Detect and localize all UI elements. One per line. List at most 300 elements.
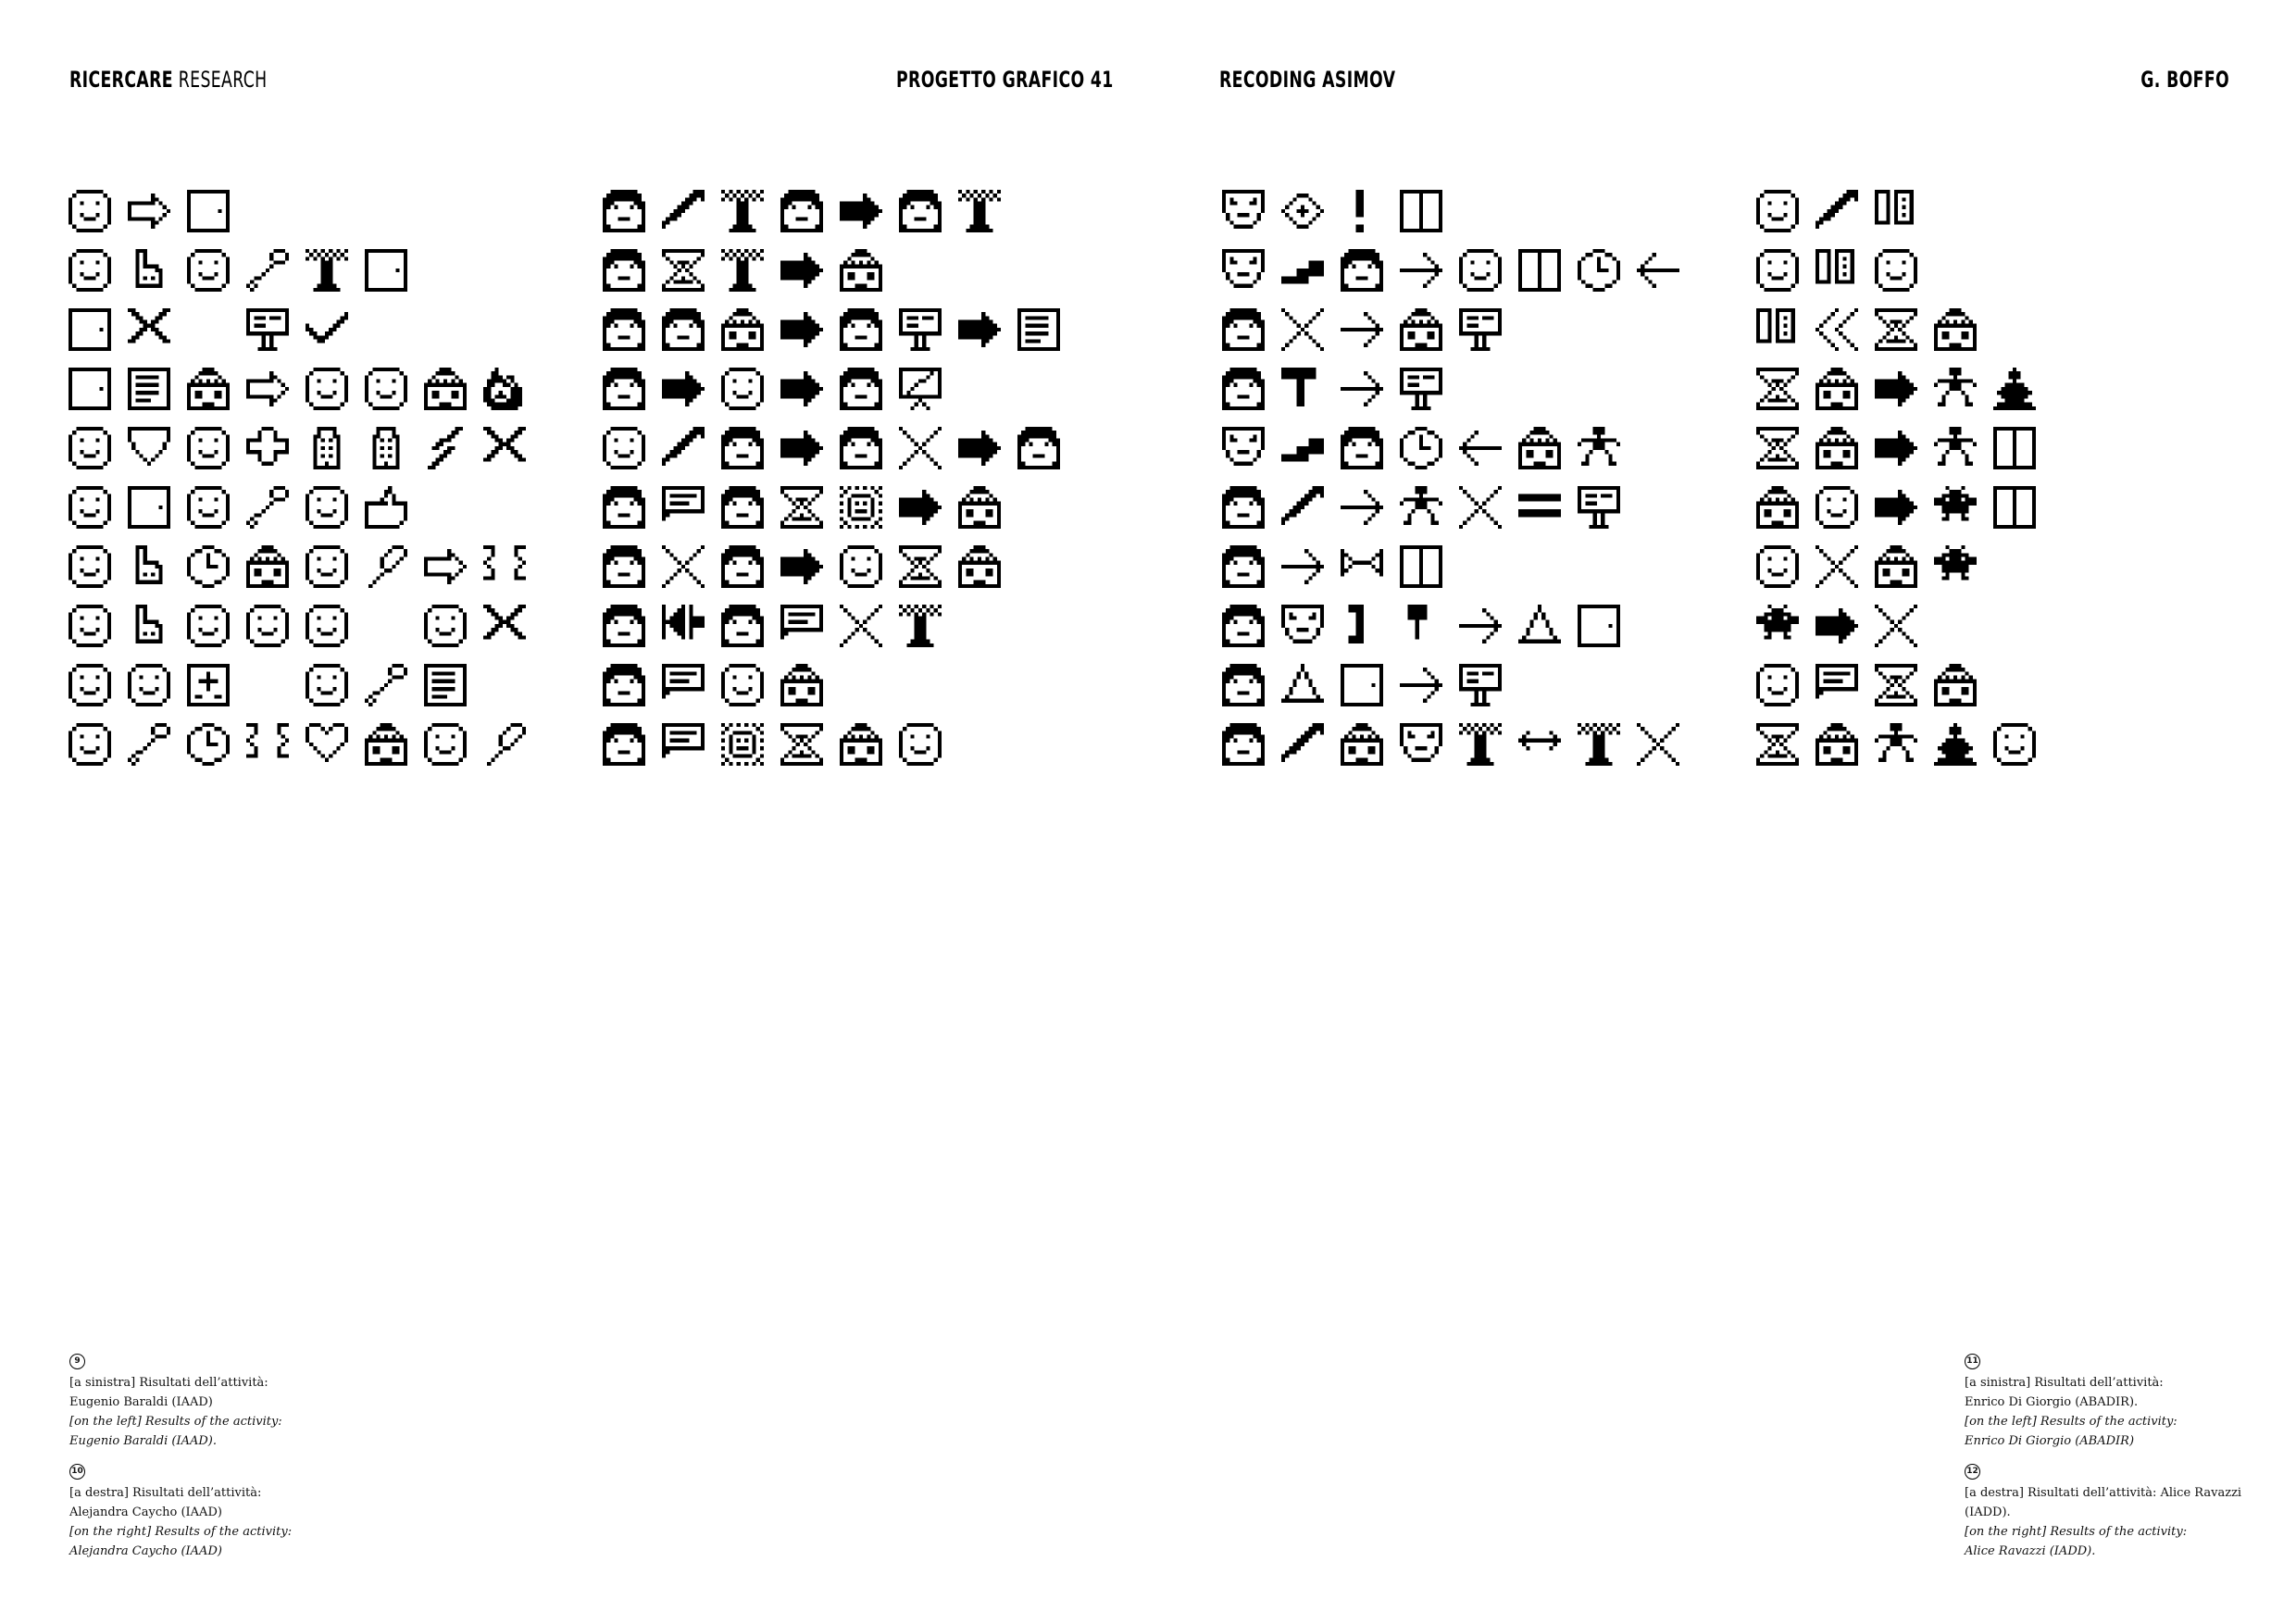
head-icon	[840, 368, 882, 410]
hourglass-icon	[662, 249, 705, 292]
caption-en-line: Alice Ravazzi (IADD).	[1965, 1544, 2096, 1558]
arrow-line-icon	[1281, 545, 1324, 588]
house-icon	[840, 723, 882, 766]
x-icon	[1281, 308, 1324, 351]
author-name	[2140, 67, 2229, 93]
glyph-row	[69, 418, 543, 478]
glyph-gap	[187, 308, 230, 351]
sign-icon	[246, 308, 289, 351]
face-icon	[69, 427, 111, 469]
house-icon	[1934, 664, 1977, 706]
face-icon	[187, 249, 230, 292]
sun-icon	[721, 723, 764, 766]
head-icon	[1222, 486, 1265, 529]
face-icon	[365, 368, 407, 410]
face-icon	[69, 190, 111, 232]
caption-10	[69, 1460, 292, 1561]
door-icon	[1578, 605, 1620, 647]
glyph-row	[603, 596, 1077, 656]
glyph-row	[69, 715, 543, 774]
x-icon	[1875, 605, 1917, 647]
pencil-icon	[662, 190, 705, 232]
pencil-icon	[662, 427, 705, 469]
arrow-line-icon	[1341, 486, 1383, 529]
face-icon	[69, 486, 111, 529]
glyph-row	[603, 418, 1077, 478]
key-icon	[246, 249, 289, 292]
house-icon	[958, 545, 1001, 588]
caption-9	[69, 1350, 292, 1451]
hammer-icon	[1281, 368, 1324, 410]
glyph-row	[69, 181, 543, 241]
hourglass-icon	[780, 486, 823, 529]
face-icon	[306, 368, 348, 410]
glyph-panel-1	[69, 181, 543, 774]
caption-number: 11	[1965, 1354, 1980, 1369]
face-icon	[1756, 249, 1799, 292]
glyph-row	[69, 300, 543, 359]
x-icon	[662, 545, 705, 588]
face-icon	[1816, 486, 1858, 529]
glyph-row	[1222, 715, 1696, 774]
glyph-row	[1222, 181, 1696, 241]
arrow-both-icon	[1518, 723, 1561, 766]
speech-icon	[662, 723, 705, 766]
article-title	[1219, 67, 1395, 93]
tree-icon	[721, 190, 764, 232]
robot-icon	[1756, 605, 1799, 647]
face-icon	[1756, 664, 1799, 706]
house-icon	[721, 308, 764, 351]
cross-icon	[483, 605, 526, 647]
caption-en-line: Enrico Di Giorgio (ABADIR)	[1965, 1434, 2135, 1448]
caption-en-line: [on the right] Results of the activity:	[69, 1525, 293, 1539]
mask-icon	[1281, 605, 1324, 647]
person-icon	[1875, 723, 1917, 766]
arrow-solid-icon	[1875, 368, 1917, 410]
article-title-text: RECODING ASIMOV	[1219, 67, 1396, 93]
arrow-line-icon	[1459, 605, 1502, 647]
sign-icon	[1459, 664, 1502, 706]
check-icon	[306, 308, 348, 351]
person-icon	[1934, 427, 1977, 469]
cross-icon	[483, 427, 526, 469]
book-icon	[1875, 190, 1917, 232]
arrow-solid-icon	[662, 368, 705, 410]
face-icon	[246, 605, 289, 647]
pencil-icon	[1281, 486, 1324, 529]
head-icon	[603, 605, 645, 647]
house-icon	[1341, 723, 1383, 766]
head-icon	[603, 486, 645, 529]
head-icon	[603, 664, 645, 706]
face-icon	[721, 664, 764, 706]
arrow-solid-icon	[1875, 486, 1917, 529]
face-icon	[721, 368, 764, 410]
door-icon	[187, 190, 230, 232]
arrow-line-icon	[1400, 664, 1442, 706]
document-icon	[1017, 308, 1060, 351]
sign-icon	[1578, 486, 1620, 529]
face-icon	[69, 664, 111, 706]
glyph-row	[603, 359, 1077, 418]
door-icon	[128, 486, 170, 529]
house-icon	[187, 368, 230, 410]
hook-icon	[1341, 605, 1383, 647]
caption-number: 9	[69, 1354, 85, 1369]
heart-icon	[306, 723, 348, 766]
face-icon	[69, 723, 111, 766]
arrow-solid-icon	[780, 545, 823, 588]
glyph-row	[603, 300, 1077, 359]
door-icon	[69, 368, 111, 410]
hourglass-icon	[780, 723, 823, 766]
head-icon	[1222, 308, 1265, 351]
stairs-icon	[1281, 249, 1324, 292]
bracket-icon	[483, 545, 526, 588]
head-icon	[899, 190, 942, 232]
glyph-row	[69, 478, 543, 537]
face-icon	[306, 545, 348, 588]
section-label	[69, 67, 268, 93]
brush-icon	[483, 723, 526, 766]
glyph-row	[603, 715, 1077, 774]
face-icon	[69, 545, 111, 588]
glyph-row	[1756, 537, 2053, 596]
boot-icon	[128, 545, 170, 588]
caption-11	[1965, 1350, 2241, 1451]
window-icon	[1993, 486, 2036, 529]
head-icon	[840, 427, 882, 469]
caption-en-line: [on the left] Results of the activity:	[1965, 1415, 2177, 1429]
hourglass-icon	[1756, 368, 1799, 410]
arrow-outline-icon	[424, 545, 467, 588]
glyph-row	[1222, 359, 1696, 418]
sign-icon	[1400, 368, 1442, 410]
head-icon	[662, 308, 705, 351]
sign-icon	[1459, 308, 1502, 351]
glyph-row	[1222, 300, 1696, 359]
head-icon	[1222, 664, 1265, 706]
arrow-solid-icon	[958, 308, 1001, 351]
arrow-solid-icon	[899, 486, 942, 529]
caption-it-line: [a sinistra] Risultati dell’attività:	[69, 1376, 268, 1390]
head-icon	[603, 249, 645, 292]
arrow-solid-icon	[780, 249, 823, 292]
caption-it-line: [a sinistra] Risultati dell’attività:	[1965, 1376, 2164, 1390]
glyph-row	[69, 241, 543, 300]
face-icon	[128, 664, 170, 706]
clock-icon	[1578, 249, 1620, 292]
x-icon	[1816, 545, 1858, 588]
arrow-line-icon	[1341, 368, 1383, 410]
house-icon	[1875, 545, 1917, 588]
glyph-row	[1222, 478, 1696, 537]
window-icon	[1400, 545, 1442, 588]
statue-icon	[1993, 368, 2036, 410]
speech-icon	[662, 486, 705, 529]
caption-it-line: [a destra] Risultati dell’attività:	[69, 1486, 262, 1500]
plus-box-icon	[187, 664, 230, 706]
caption-en-line: Alejandra Caycho (IAAD)	[69, 1544, 222, 1558]
glyph-panel-2	[603, 181, 1077, 774]
glyph-row	[1222, 418, 1696, 478]
equals-icon	[1518, 486, 1561, 529]
window-icon	[1993, 427, 2036, 469]
building-icon	[365, 427, 407, 469]
glyph-row	[1222, 241, 1696, 300]
head-icon	[1222, 368, 1265, 410]
house-icon	[1400, 308, 1442, 351]
caption-right	[1965, 1350, 2241, 1570]
head-icon	[1341, 427, 1383, 469]
pin-icon	[1400, 605, 1442, 647]
robot-icon	[1934, 486, 1977, 529]
boot-icon	[128, 605, 170, 647]
arrow-left-icon	[1637, 249, 1679, 292]
document-icon	[128, 368, 170, 410]
house-icon	[1518, 427, 1561, 469]
head-icon	[603, 190, 645, 232]
fire-icon	[483, 368, 526, 410]
hourglass-icon	[1756, 723, 1799, 766]
sign-icon	[899, 308, 942, 351]
head-icon	[721, 486, 764, 529]
x-icon	[840, 605, 882, 647]
pencil-icon	[1816, 190, 1858, 232]
glyph-row	[1756, 418, 2053, 478]
glyph-row	[1756, 181, 2053, 241]
section-label-light: RESEARCH	[178, 67, 268, 93]
arrow-solid-icon	[958, 427, 1001, 469]
tree-icon	[1578, 723, 1620, 766]
board-icon	[899, 368, 942, 410]
face-icon	[1756, 190, 1799, 232]
journal-title	[896, 67, 1114, 93]
head-icon	[603, 723, 645, 766]
triangle-icon	[1281, 664, 1324, 706]
clock-icon	[187, 545, 230, 588]
face-icon	[69, 605, 111, 647]
caption-number: 10	[69, 1464, 85, 1480]
glyph-gap	[365, 605, 407, 647]
person-icon	[1934, 368, 1977, 410]
arrow-solid-icon	[780, 308, 823, 351]
arrow-solid-icon	[1875, 427, 1917, 469]
face-icon	[306, 605, 348, 647]
mask-icon	[1222, 427, 1265, 469]
house-icon	[424, 368, 467, 410]
journal-title-text: PROGETTO GRAFICO 41	[896, 67, 1114, 93]
house-icon	[1816, 723, 1858, 766]
caption-12	[1965, 1460, 2241, 1561]
clock-icon	[1400, 427, 1442, 469]
head-icon	[1222, 605, 1265, 647]
hourglass-icon	[1875, 308, 1917, 351]
head-icon	[1222, 723, 1265, 766]
document-icon	[424, 664, 467, 706]
face-icon	[187, 605, 230, 647]
caption-it-line: (IADD).	[1965, 1505, 2011, 1519]
face-icon	[1875, 249, 1917, 292]
head-icon	[603, 308, 645, 351]
arrow-line-icon	[1400, 249, 1442, 292]
arrow-solid-icon	[840, 190, 882, 232]
slash-icon	[424, 427, 467, 469]
arrow-outline-icon	[128, 190, 170, 232]
window-icon	[1400, 190, 1442, 232]
head-icon	[603, 368, 645, 410]
chevron-icon	[1816, 308, 1858, 351]
book-icon	[1756, 308, 1799, 351]
person-icon	[1578, 427, 1620, 469]
section-label-bold: RICERCARE	[69, 67, 173, 93]
glyph-row	[603, 478, 1077, 537]
caption-it-line: Eugenio Baraldi (IAAD)	[69, 1395, 213, 1409]
mask-icon	[1400, 723, 1442, 766]
clock-icon	[187, 723, 230, 766]
glyph-panel-3	[1222, 181, 1696, 774]
house-icon	[1816, 427, 1858, 469]
arrow-solid-icon	[780, 427, 823, 469]
key-icon	[365, 664, 407, 706]
house-icon	[840, 249, 882, 292]
house-icon	[1934, 308, 1977, 351]
head-icon	[721, 427, 764, 469]
glyph-row	[1756, 715, 2053, 774]
arrow-solid-icon	[1816, 605, 1858, 647]
head-icon	[721, 605, 764, 647]
glyph-row	[1756, 656, 2053, 715]
head-icon	[1341, 249, 1383, 292]
face-icon	[187, 427, 230, 469]
house-icon	[365, 723, 407, 766]
house-icon	[958, 486, 1001, 529]
face-icon	[899, 723, 942, 766]
head-icon	[603, 545, 645, 588]
arrow-solid-icon	[780, 368, 823, 410]
face-icon	[187, 486, 230, 529]
head-icon	[1017, 427, 1060, 469]
house-icon	[1816, 368, 1858, 410]
glyph-row	[603, 241, 1077, 300]
hourglass-icon	[899, 545, 942, 588]
glyph-panel-4	[1756, 181, 2053, 774]
rewind-icon	[662, 605, 705, 647]
mask-icon	[1222, 249, 1265, 292]
face-icon	[603, 427, 645, 469]
glyph-row	[1756, 359, 2053, 418]
glyph-row	[603, 181, 1077, 241]
arrow-line-icon	[1341, 308, 1383, 351]
face-icon	[1993, 723, 2036, 766]
glyph-row	[69, 359, 543, 418]
glyph-row	[1756, 596, 2053, 656]
pencil-icon	[1281, 723, 1324, 766]
hourglass-icon	[1875, 664, 1917, 706]
face-icon	[306, 664, 348, 706]
glyph-row	[69, 537, 543, 596]
hourglass-icon	[1756, 427, 1799, 469]
exclaim-icon	[1341, 190, 1383, 232]
glyph-row	[69, 656, 543, 715]
glasses-icon	[1341, 545, 1383, 588]
glyph-row	[1222, 656, 1696, 715]
x-icon	[899, 427, 942, 469]
glyph-row	[603, 656, 1077, 715]
face-icon	[424, 723, 467, 766]
door-icon	[365, 249, 407, 292]
sun-icon	[840, 486, 882, 529]
face-icon	[69, 249, 111, 292]
face-icon	[1756, 545, 1799, 588]
window-icon	[1518, 249, 1561, 292]
tree-icon	[1459, 723, 1502, 766]
brush-icon	[365, 545, 407, 588]
face-icon	[424, 605, 467, 647]
house-icon	[246, 545, 289, 588]
speech-icon	[780, 605, 823, 647]
statue-icon	[1934, 723, 1977, 766]
glyph-row	[1756, 478, 2053, 537]
face-icon	[1459, 249, 1502, 292]
head-icon	[780, 190, 823, 232]
house-icon	[1756, 486, 1799, 529]
person-icon	[1400, 486, 1442, 529]
caption-it-line: [a destra] Risultati dell’attività: Alice Ravazzi	[1965, 1486, 2242, 1500]
face-icon	[306, 486, 348, 529]
glyph-gap	[246, 664, 289, 706]
speech-icon	[662, 664, 705, 706]
arrow-outline-icon	[246, 368, 289, 410]
caption-en-line: [on the right] Results of the activity:	[1965, 1525, 2188, 1539]
glyph-row	[69, 596, 543, 656]
caption-number: 12	[1965, 1464, 1980, 1480]
bracket-icon	[246, 723, 289, 766]
caption-en-line: [on the left] Results of the activity:	[69, 1415, 282, 1429]
head-icon	[840, 308, 882, 351]
caption-left	[69, 1350, 292, 1570]
key-icon	[246, 486, 289, 529]
tree-icon	[721, 249, 764, 292]
tree-icon	[306, 249, 348, 292]
caption-it-line: Enrico Di Giorgio (ABADIR).	[1965, 1395, 2139, 1409]
head-icon	[721, 545, 764, 588]
triangle-icon	[1518, 605, 1561, 647]
house-icon	[780, 664, 823, 706]
tree-icon	[958, 190, 1001, 232]
glyph-row	[1756, 300, 2053, 359]
book-icon	[1816, 249, 1858, 292]
x-icon	[1637, 723, 1679, 766]
plus-icon	[246, 427, 289, 469]
head-icon	[1222, 545, 1265, 588]
eye-icon	[1281, 190, 1324, 232]
glyph-row	[603, 537, 1077, 596]
glyph-row	[1756, 241, 2053, 300]
boot-icon	[128, 249, 170, 292]
x-icon	[1459, 486, 1502, 529]
mask-icon	[1222, 190, 1265, 232]
arrow-left-icon	[1459, 427, 1502, 469]
speech-icon	[1816, 664, 1858, 706]
building-icon	[306, 427, 348, 469]
robot-icon	[1934, 545, 1977, 588]
glyph-row	[1222, 596, 1696, 656]
author-name-text: G. BOFFO	[2140, 67, 2229, 93]
thumb-icon	[365, 486, 407, 529]
cross-icon	[128, 308, 170, 351]
